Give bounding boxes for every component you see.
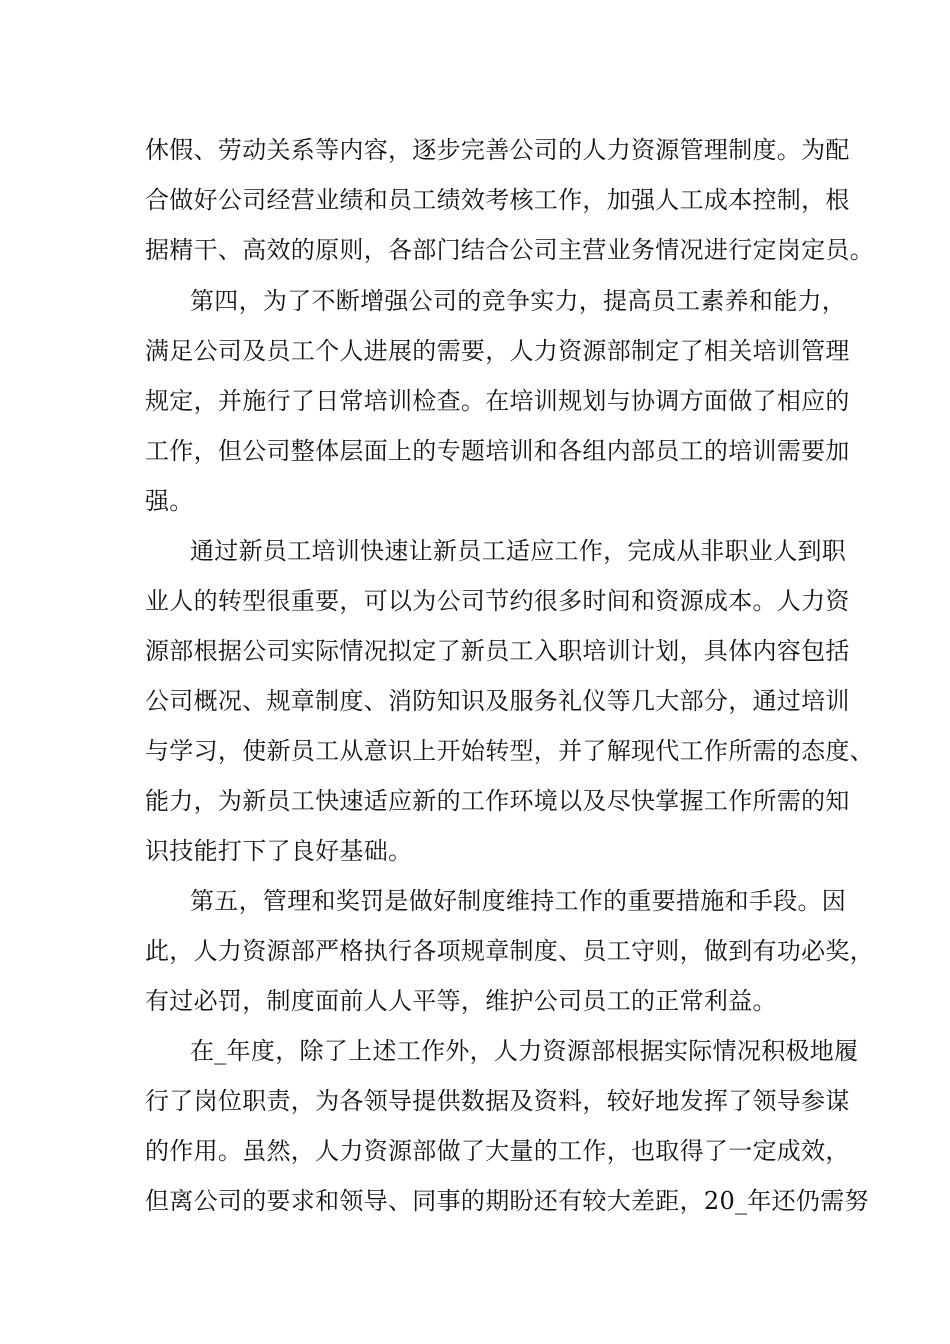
text-line: 此，人力资源部严格执行各项规章制度、员工守则，做到有功必奖， xyxy=(145,937,874,965)
text-line: 有过必罚，制度面前人人平等，维护公司员工的正常利益。 xyxy=(145,987,777,1015)
text-line: 通过新员工培训快速让新员工适应工作，完成从非职业人到职 xyxy=(190,537,847,565)
text-line: 在_年度，除了上述工作外，人力资源部根据实际情况积极地履 xyxy=(190,1037,859,1065)
text-line: 据精干、高效的原则，各部门结合公司主营业务情况进行定岗定员。 xyxy=(145,236,874,264)
text-line: 但离公司的要求和领导、同事的期盼还有较大差距，20_年还仍需努 xyxy=(145,1187,869,1215)
text-line: 合做好公司经营业绩和员工绩效考核工作，加强人工成本控制，根 xyxy=(145,186,850,214)
text-line: 休假、劳动关系等内容，逐步完善公司的人力资源管理制度。为配 xyxy=(145,136,850,164)
text-line: 满足公司及员工个人进展的需要，人力资源部制定了相关培训管理 xyxy=(145,337,850,365)
text-line: 行了岗位职责，为各领导提供数据及资料，较好地发挥了领导参谋 xyxy=(145,1087,850,1115)
text-line: 强。 xyxy=(145,487,194,515)
text-line: 与学习，使新员工从意识上开始转型，并了解现代工作所需的态度、 xyxy=(145,737,874,765)
text-line: 的作用。虽然，人力资源部做了大量的工作，也取得了一定成效， xyxy=(145,1137,850,1165)
text-line: 第四，为了不断增强公司的竞争实力，提高员工素养和能力， xyxy=(190,287,847,315)
text-line: 工作，但公司整体层面上的专题培训和各组内部员工的培训需要加 xyxy=(145,437,850,465)
text-line: 第五，管理和奖罚是做好制度维持工作的重要措施和手段。因 xyxy=(190,887,847,915)
text-line: 源部根据公司实际情况拟定了新员工入职培训计划，具体内容包括 xyxy=(145,637,850,665)
text-line: 识技能打下了良好基础。 xyxy=(145,837,413,865)
text-line: 能力，为新员工快速适应新的工作环境以及尽快掌握工作所需的知 xyxy=(145,787,850,815)
text-line: 规定，并施行了日常培训检查。在培训规划与协调方面做了相应的 xyxy=(145,387,850,415)
text-line: 公司概况、规章制度、消防知识及服务礼仪等几大部分，通过培训 xyxy=(145,687,850,715)
text-line: 业人的转型很重要，可以为公司节约很多时间和资源成本。人力资 xyxy=(145,587,850,615)
